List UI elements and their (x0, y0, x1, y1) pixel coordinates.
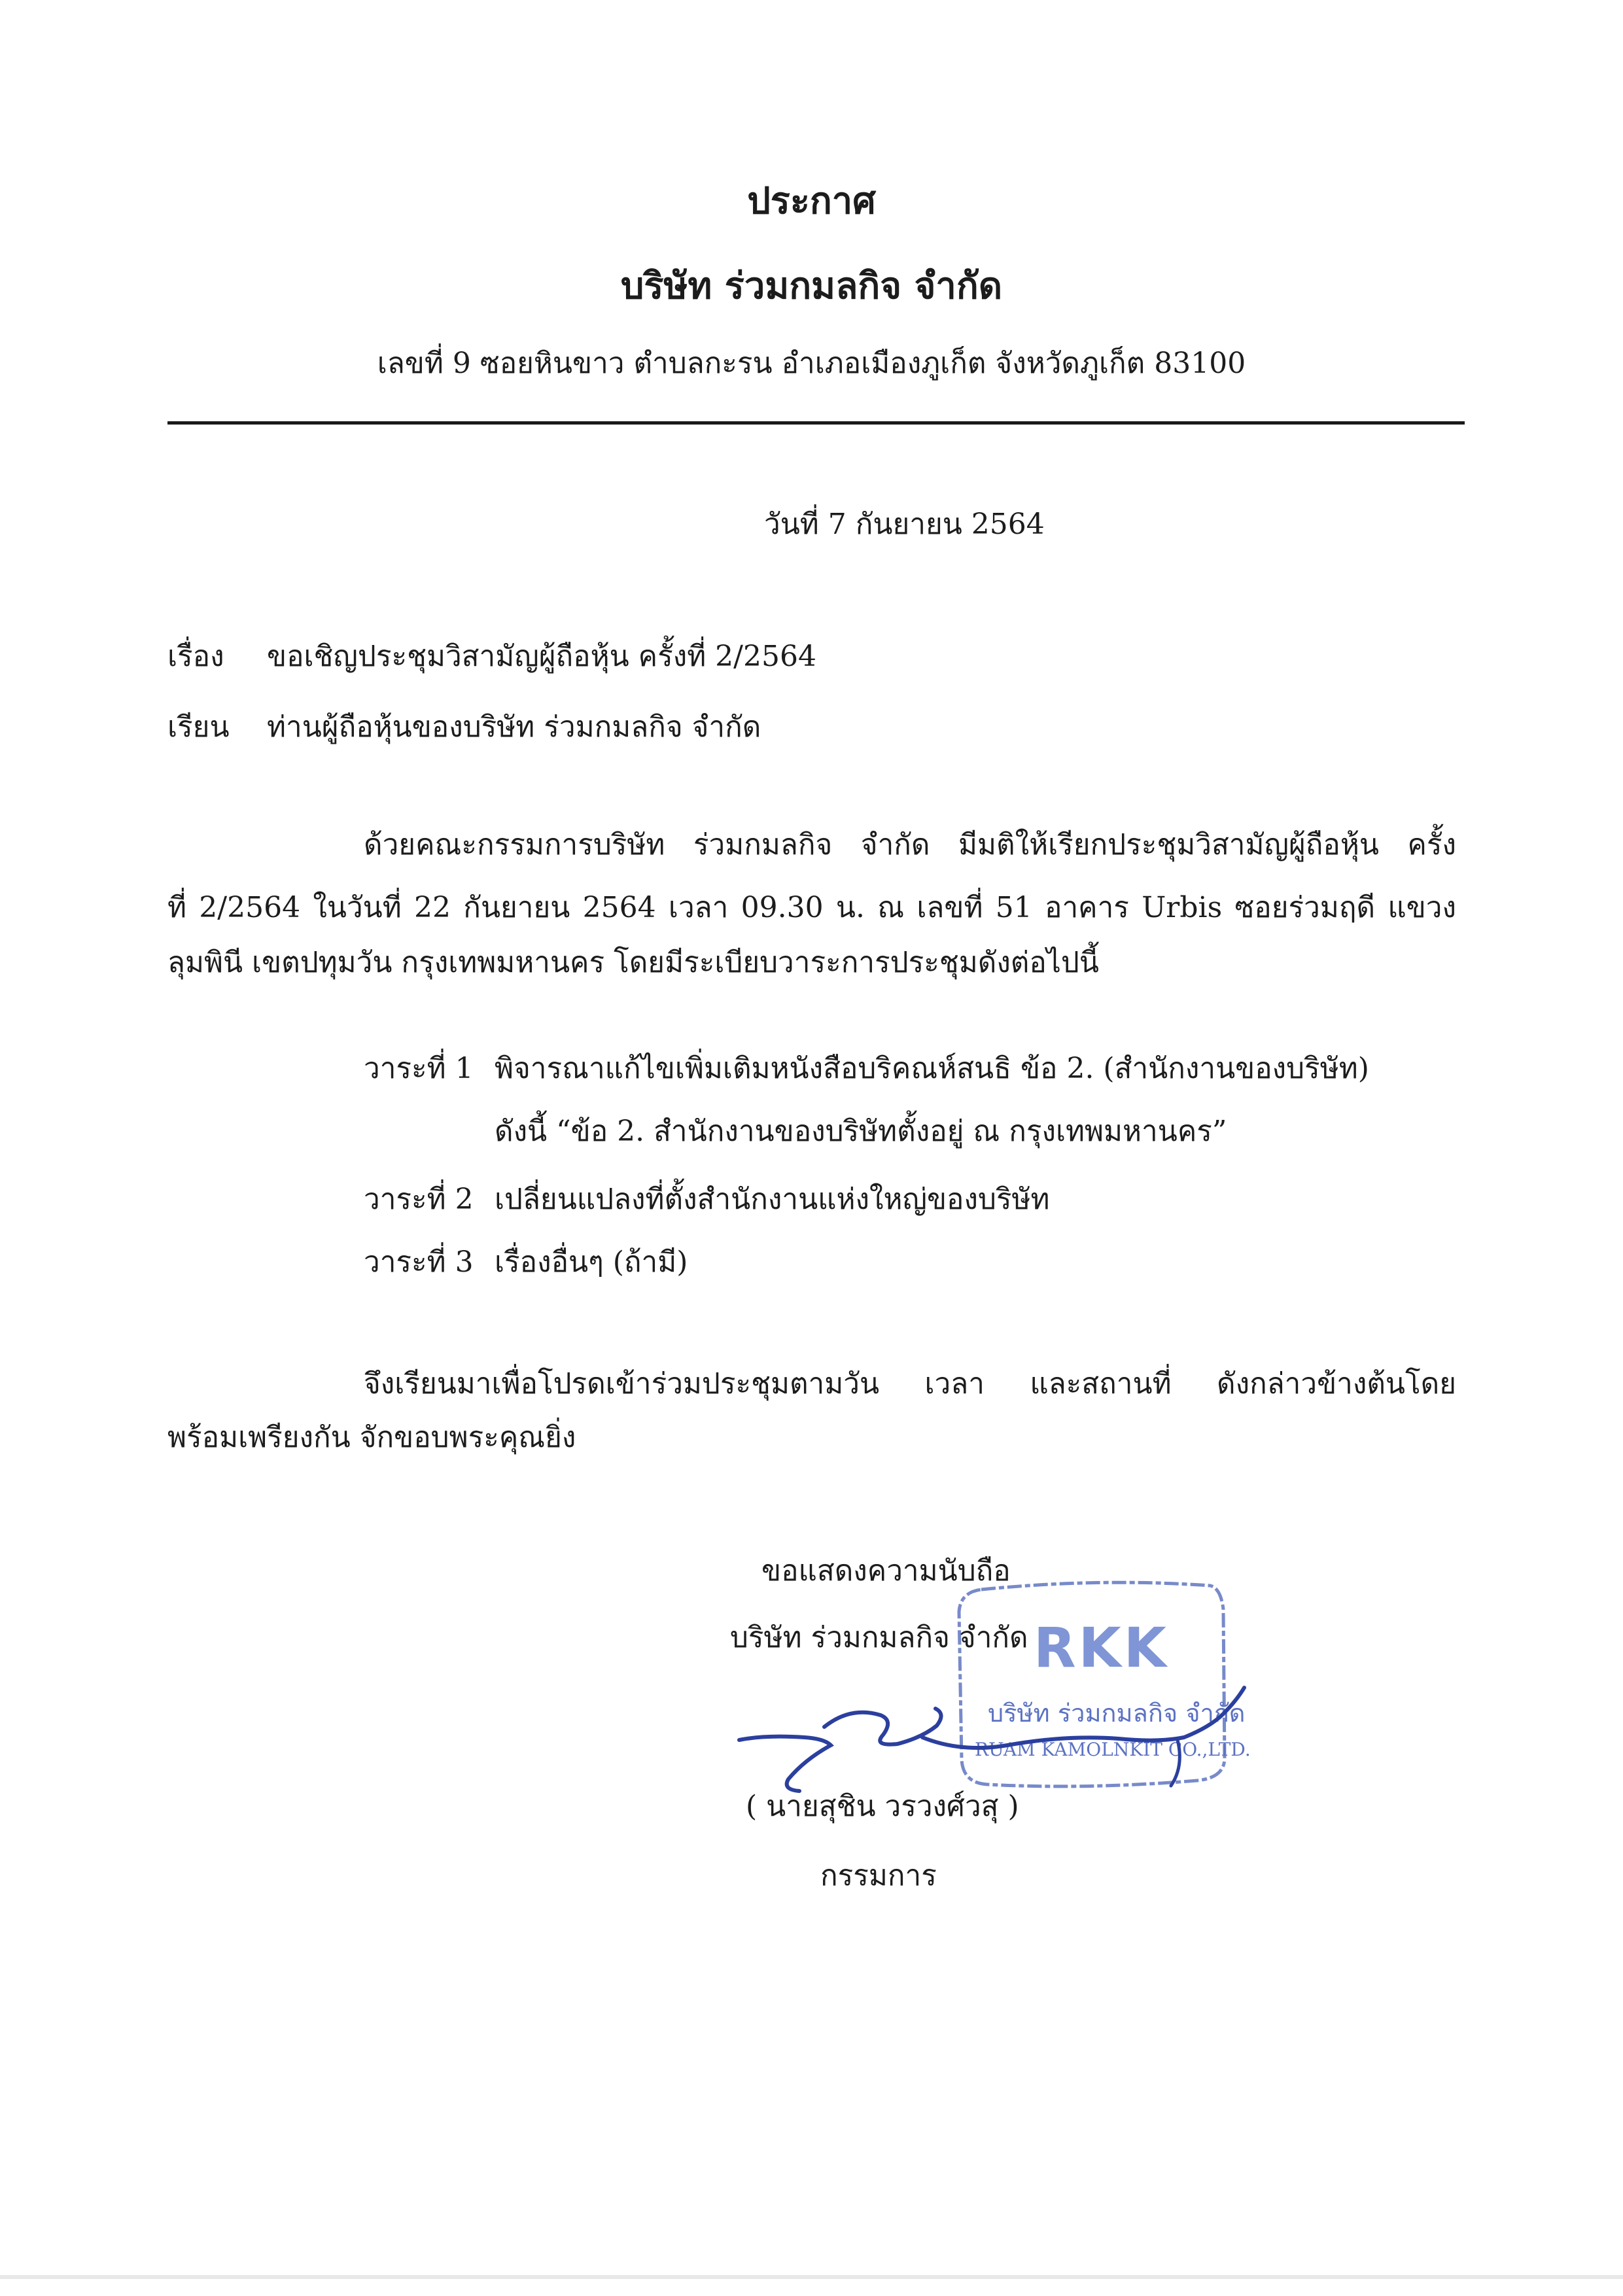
agenda-2-text: เปลี่ยนแปลงที่ตั้งสำนักงานแห่งใหญ่ของบริษัท (495, 1183, 1050, 1216)
agenda-2-label: วาระที่ 2 (364, 1183, 474, 1216)
scan-edge (0, 2275, 1623, 2279)
paragraph1-line1: ด้วยคณะกรรมการบริษัท ร่วมกมลกิจ จำกัด มีมติให้เรียกประชุมวิสามัญผู้ถือหุ้น ครั้ง (364, 828, 1456, 861)
subject-text: ขอเชิญประชุมวิสามัญผู้ถือหุ้น ครั้งที่ 2/2564 (267, 640, 816, 673)
stamp-thai-name: บริษัท ร่วมกมลกิจ จำกัด (988, 1699, 1246, 1728)
document-title: ประกาศ (747, 179, 876, 222)
recipient-text: ท่านผู้ถือหุ้นของบริษัท ร่วมกมลกิจ จำกัด (267, 710, 761, 744)
paragraph1-line3: ลุมพินี เขตปทุมวัน กรุงเทพมหานคร โดยมีระเบียบวาระการประชุมดังต่อไปนี้ (167, 946, 1099, 979)
document-date: วันที่ 7 กันยายน 2564 (764, 508, 1045, 541)
paragraph1-line2: ที่ 2/2564 ในวันที่ 22 กันยายน 2564 เวลา 09.30 น. ณ เลขที่ 51 อาคาร Urbis ซอยร่วมฤดี แขวง (167, 891, 1456, 924)
agenda-1-label: วาระที่ 1 (364, 1052, 474, 1085)
agenda-1-continuation: ดังนี้ “ข้อ 2. สำนักงานของบริษัทตั้งอยู่ ณ กรุงเทพมหานคร” (495, 1115, 1227, 1148)
agenda-1-text: พิจารณาแก้ไขเพิ่มเติมหนังสือบริคณห์สนธิ ข้อ 2. (สำนักงานของบริษัท) (495, 1052, 1369, 1085)
paragraph2-line2: พร้อมเพรียงกัน จักขอบพระคุณยิ่ง (167, 1421, 576, 1454)
company-name-heading: บริษัท ร่วมกมลกิจ จำกัด (620, 264, 1003, 307)
closing-company: บริษัท ร่วมกมลกิจ จำกัด (730, 1621, 1028, 1654)
agenda-3-label: วาระที่ 3 (364, 1245, 474, 1279)
closing-salutation: ขอแสดงความนับถือ (761, 1554, 1011, 1588)
signer-title: กรรมการ (820, 1859, 937, 1892)
recipient-label: เรียน (167, 710, 230, 744)
paragraph2-line1: จึงเรียนมาเพื่อโปรดเข้าร่วมประชุมตามวัน เวลา และสถานที่ ดังกล่าวข้างต้นโดย (364, 1367, 1456, 1400)
agenda-3-text: เรื่องอื่นๆ (ถ้ามี) (495, 1245, 688, 1279)
stamp-logo: RKK (1034, 1616, 1169, 1680)
signer-name: ( นายสุชิน วรวงศ์วสุ ) (746, 1790, 1019, 1823)
header-divider (167, 421, 1465, 425)
subject-label: เรื่อง (167, 640, 224, 673)
stamp-english-name: RUAM KAMOLNKIT CO.,LTD. (975, 1739, 1251, 1760)
company-address: เลขที่ 9 ซอยหินขาว ตำบลกะรน อำเภอเมืองภูเก็ต จังหวัดภูเก็ต 83100 (377, 347, 1246, 380)
